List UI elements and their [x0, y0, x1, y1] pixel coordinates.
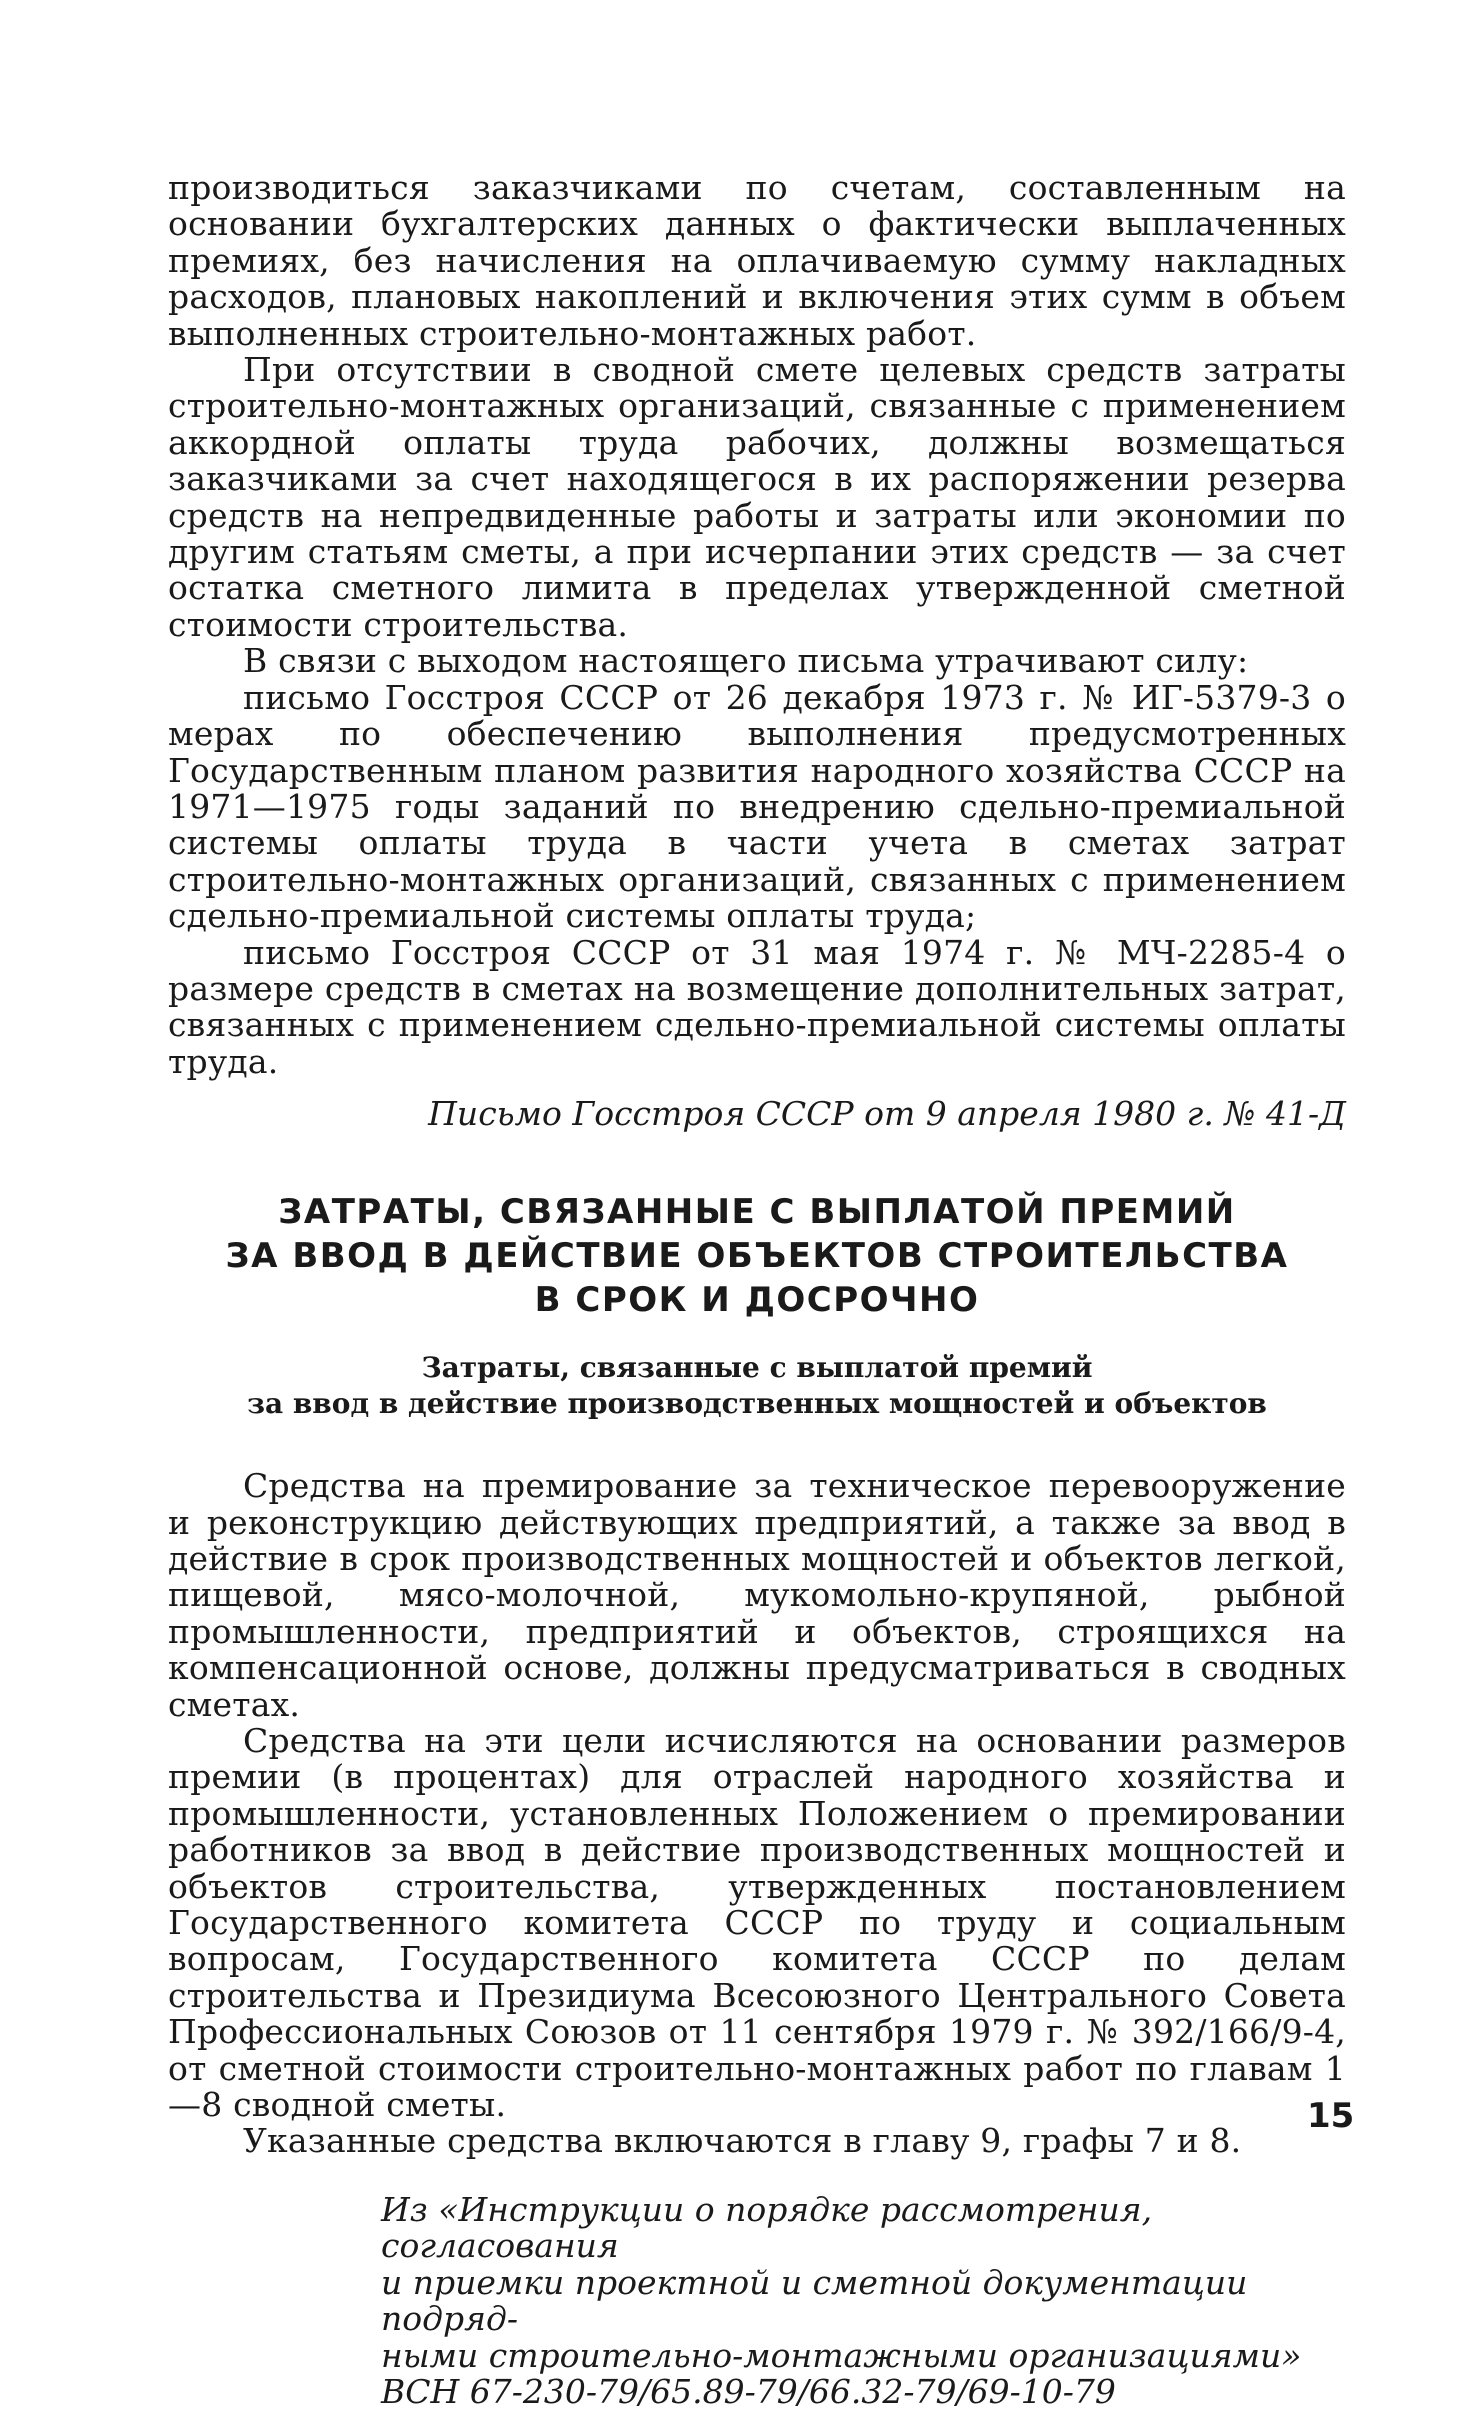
section-body	[168, 1468, 1346, 2160]
section-subheading-line: за ввод в действие производственных мощностей и объектов	[247, 1387, 1267, 1421]
section-heading-line: В СРОК И ДОСРОЧНО	[534, 1280, 980, 1321]
section-heading-line: ЗАТРАТЫ, СВЯЗАННЫЕ С ВЫПЛАТОЙ ПРЕМИЙ	[278, 1192, 1236, 1233]
section-heading-line: ЗА ВВОД В ДЕЙСТВИЕ ОБЪЕКТОВ СТРОИТЕЛЬСТВА	[225, 1236, 1289, 1277]
letter-signature: Письмо Госстроя СССР от 9 апреля 1980 г. № 41-Д	[428, 1094, 1346, 1134]
paragraph-chapter-inclusion: Указанные средства включаются в главу 9, графы 7 и 8.	[243, 2121, 1242, 2161]
paragraph-premium-funds: Средства на премирование за техническое перевооружение и реконструкцию действующих предприятий, а также за ввод в действие в срок производственных мощностей и объектов легкой, пищевой, мясо-молочной, мукомольно-крупяной, рыбной промышленности, предприятий и объектов, строящихся на компенсационной основе, должны предусматриваться в сводных сметах.	[168, 1466, 1346, 1724]
page-number: 15	[1307, 2096, 1355, 2136]
source-citation-line: ВСН 67-230-79/65.89-79/66.32-79/69-10-79	[381, 2371, 1116, 2411]
section-subheading	[168, 1350, 1346, 1422]
paragraph-premium-calculation: Средства на эти цели исчисляются на основании размеров премии (в процентах) для отраслей народного хозяйства и промышленности, установленных Положением о премировании работников за ввод в действие производственных мощностей и объектов строительства, утвержденных постановлением Государственного комитета СССР по труду и социальным вопросам, Государственного комитета СССР по делам строительства и Президиума Всесоюзного Центрального Совета Профессиональных Союзов от 11 сентября 1979 г. № 392/166/9-4, от сметной стоимости строительно-монтажных работ по главам 1—8 сводной сметы.	[168, 1721, 1346, 2125]
source-citation	[381, 2189, 1346, 2411]
section-subheading-line: Затраты, связанные с выплатой премий	[421, 1351, 1093, 1385]
paragraph-repealed-letter-1: письмо Госстроя СССР от 26 декабря 1973 г. № ИГ-5379-3 о мерах по обеспечению выполнения предусмотренных Государственным планом развития народного хозяйства СССР на 1971—1975 годы заданий по внедрению сдельно-премиальной системы оплаты труда в части учета в сметах затрат строительно-монтажных организаций, связанных с применением сдельно-премиальной системы оплаты труда;	[168, 677, 1346, 936]
paragraph-repealed-letter-2: письмо Госстроя СССР от 31 мая 1974 г. № МЧ-2285-4 о размере средств в сметах на возмещение дополнительных затрат, связанных с применением сдельно-премиальной системы оплаты труда.	[168, 932, 1346, 1081]
section-heading	[168, 1190, 1346, 1322]
source-citation-line: Из «Инструкции о порядке рассмотрения, согласования	[381, 2189, 1153, 2266]
paragraph-repeal-intro: В связи с выходом настоящего письма утрачивают силу:	[243, 641, 1249, 681]
paragraph-accord-payment: При отсутствии в сводной смете целевых средств затраты строительно-монтажных организаций, связанные с применением аккордной оплаты труда рабочих, должны возмещаться заказчиками за счет находящегося в их распоряжении резерва средств на непредвиденные работы и затраты или экономии по другим статьям сметы, а при исчерпании этих средств — за счет остатка сметного лимита в пределах утвержденной сметной стоимости строительства.	[168, 350, 1346, 644]
source-citation-line: ными строительно-монтажными организациями»	[381, 2335, 1302, 2375]
source-citation-line: и приемки проектной и сметной документации подряд-	[381, 2262, 1248, 2339]
document-page	[168, 170, 1346, 2410]
paragraph-continuation: производиться заказчиками по счетам, составленным на основании бухгалтерских данных о фактически выплаченных премиях, без начисления на оплачиваемую сумму накладных расходов, плановых накоплений и включения этих сумм в объем выполненных строительно-монтажных работ.	[168, 168, 1346, 353]
